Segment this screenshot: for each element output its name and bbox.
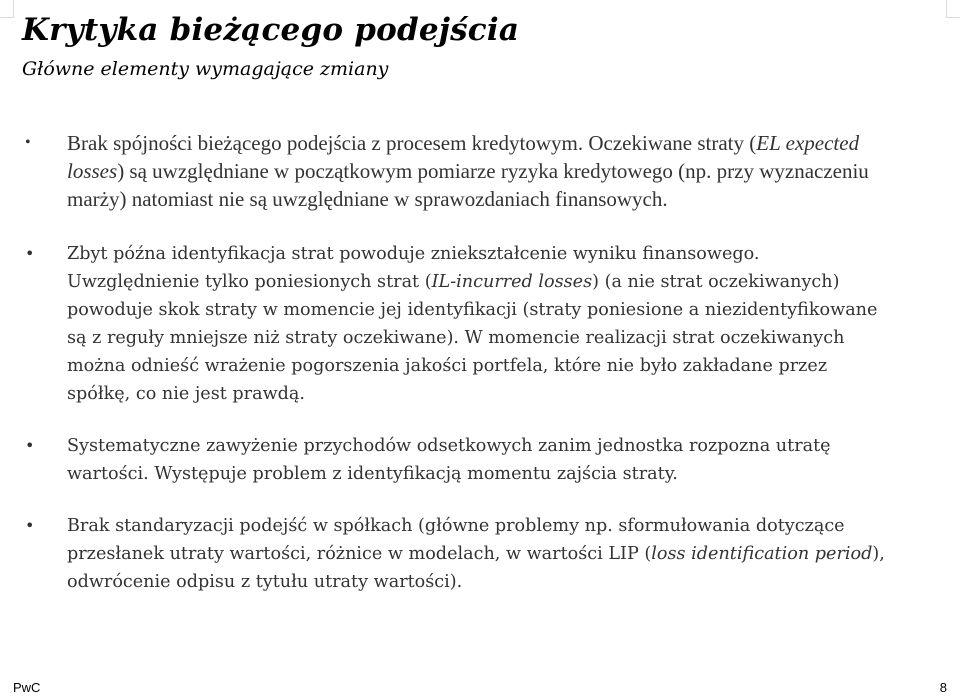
bullet-icon: •	[25, 516, 35, 535]
bullet-text-italic: loss identification period	[651, 544, 873, 564]
bullet-icon: •	[25, 244, 35, 263]
corner-mark-right	[946, 0, 960, 18]
bullet-text-italic: EL expected losses	[67, 131, 860, 183]
bullet-text-part: ) są uwzględniane w początkowym pomiarze ryzyka kredytowego (np. przy wyznaczeniu marży) natomiast nie są uwzględniane w sprawozdaniach finansowych.	[67, 159, 869, 211]
bullet-item	[0, 512, 887, 596]
slide-title: Krytyka bieżącego podejścia	[22, 12, 520, 48]
bullet-text-part: Brak standaryzacji podejść w spółkach (główne problemy np. sformułowania dotyczące przesłanek utraty wartości, różnice w modelach, w wartości LIP (	[67, 516, 845, 564]
bullet-icon: •	[25, 134, 31, 151]
slide-subtitle: Główne elementy wymagające zmiany	[22, 58, 389, 80]
bullet-icon: •	[25, 436, 35, 455]
bullet-text-part: ), odwrócenie odpisu z tytułu utraty wartości).	[67, 544, 885, 592]
bullet-text-part: Brak spójności bieżącego podejścia z procesem kredytowym. Oczekiwane straty (	[67, 131, 757, 155]
corner-mark-left	[0, 0, 14, 18]
bullet-list	[0, 129, 960, 623]
bullet-item	[0, 240, 887, 408]
footer-brand: PwC	[13, 680, 41, 695]
bullet-item	[0, 129, 897, 213]
page-number: 8	[939, 680, 947, 695]
bullet-text-italic: IL-incurred losses	[431, 272, 593, 292]
bullet-item	[0, 432, 887, 488]
bullet-text-part: Zbyt późna identyfikacja strat powoduje zniekształcenie wyniku finansowego. Uwzględnienie tylko poniesionych strat (	[67, 244, 760, 292]
bullet-text-part: Systematyczne zawyżenie przychodów odsetkowych zanim jednostka rozpozna utratę wartości. Występuje problem z identyfikacją momentu zajścia straty.	[67, 436, 831, 484]
bullet-text-part: ) (a nie strat oczekiwanych) powoduje skok straty w momencie jej identyfikacji (straty poniesione a niezidentyfikowane są z reguły mniejsze niż straty oczekiwane). W momencie realizacji strat oczekiwanych można odnieść wrażenie pogorszenia jakości portfela, które nie było zakładane przez spółkę, co nie jest prawdą.	[67, 272, 878, 404]
